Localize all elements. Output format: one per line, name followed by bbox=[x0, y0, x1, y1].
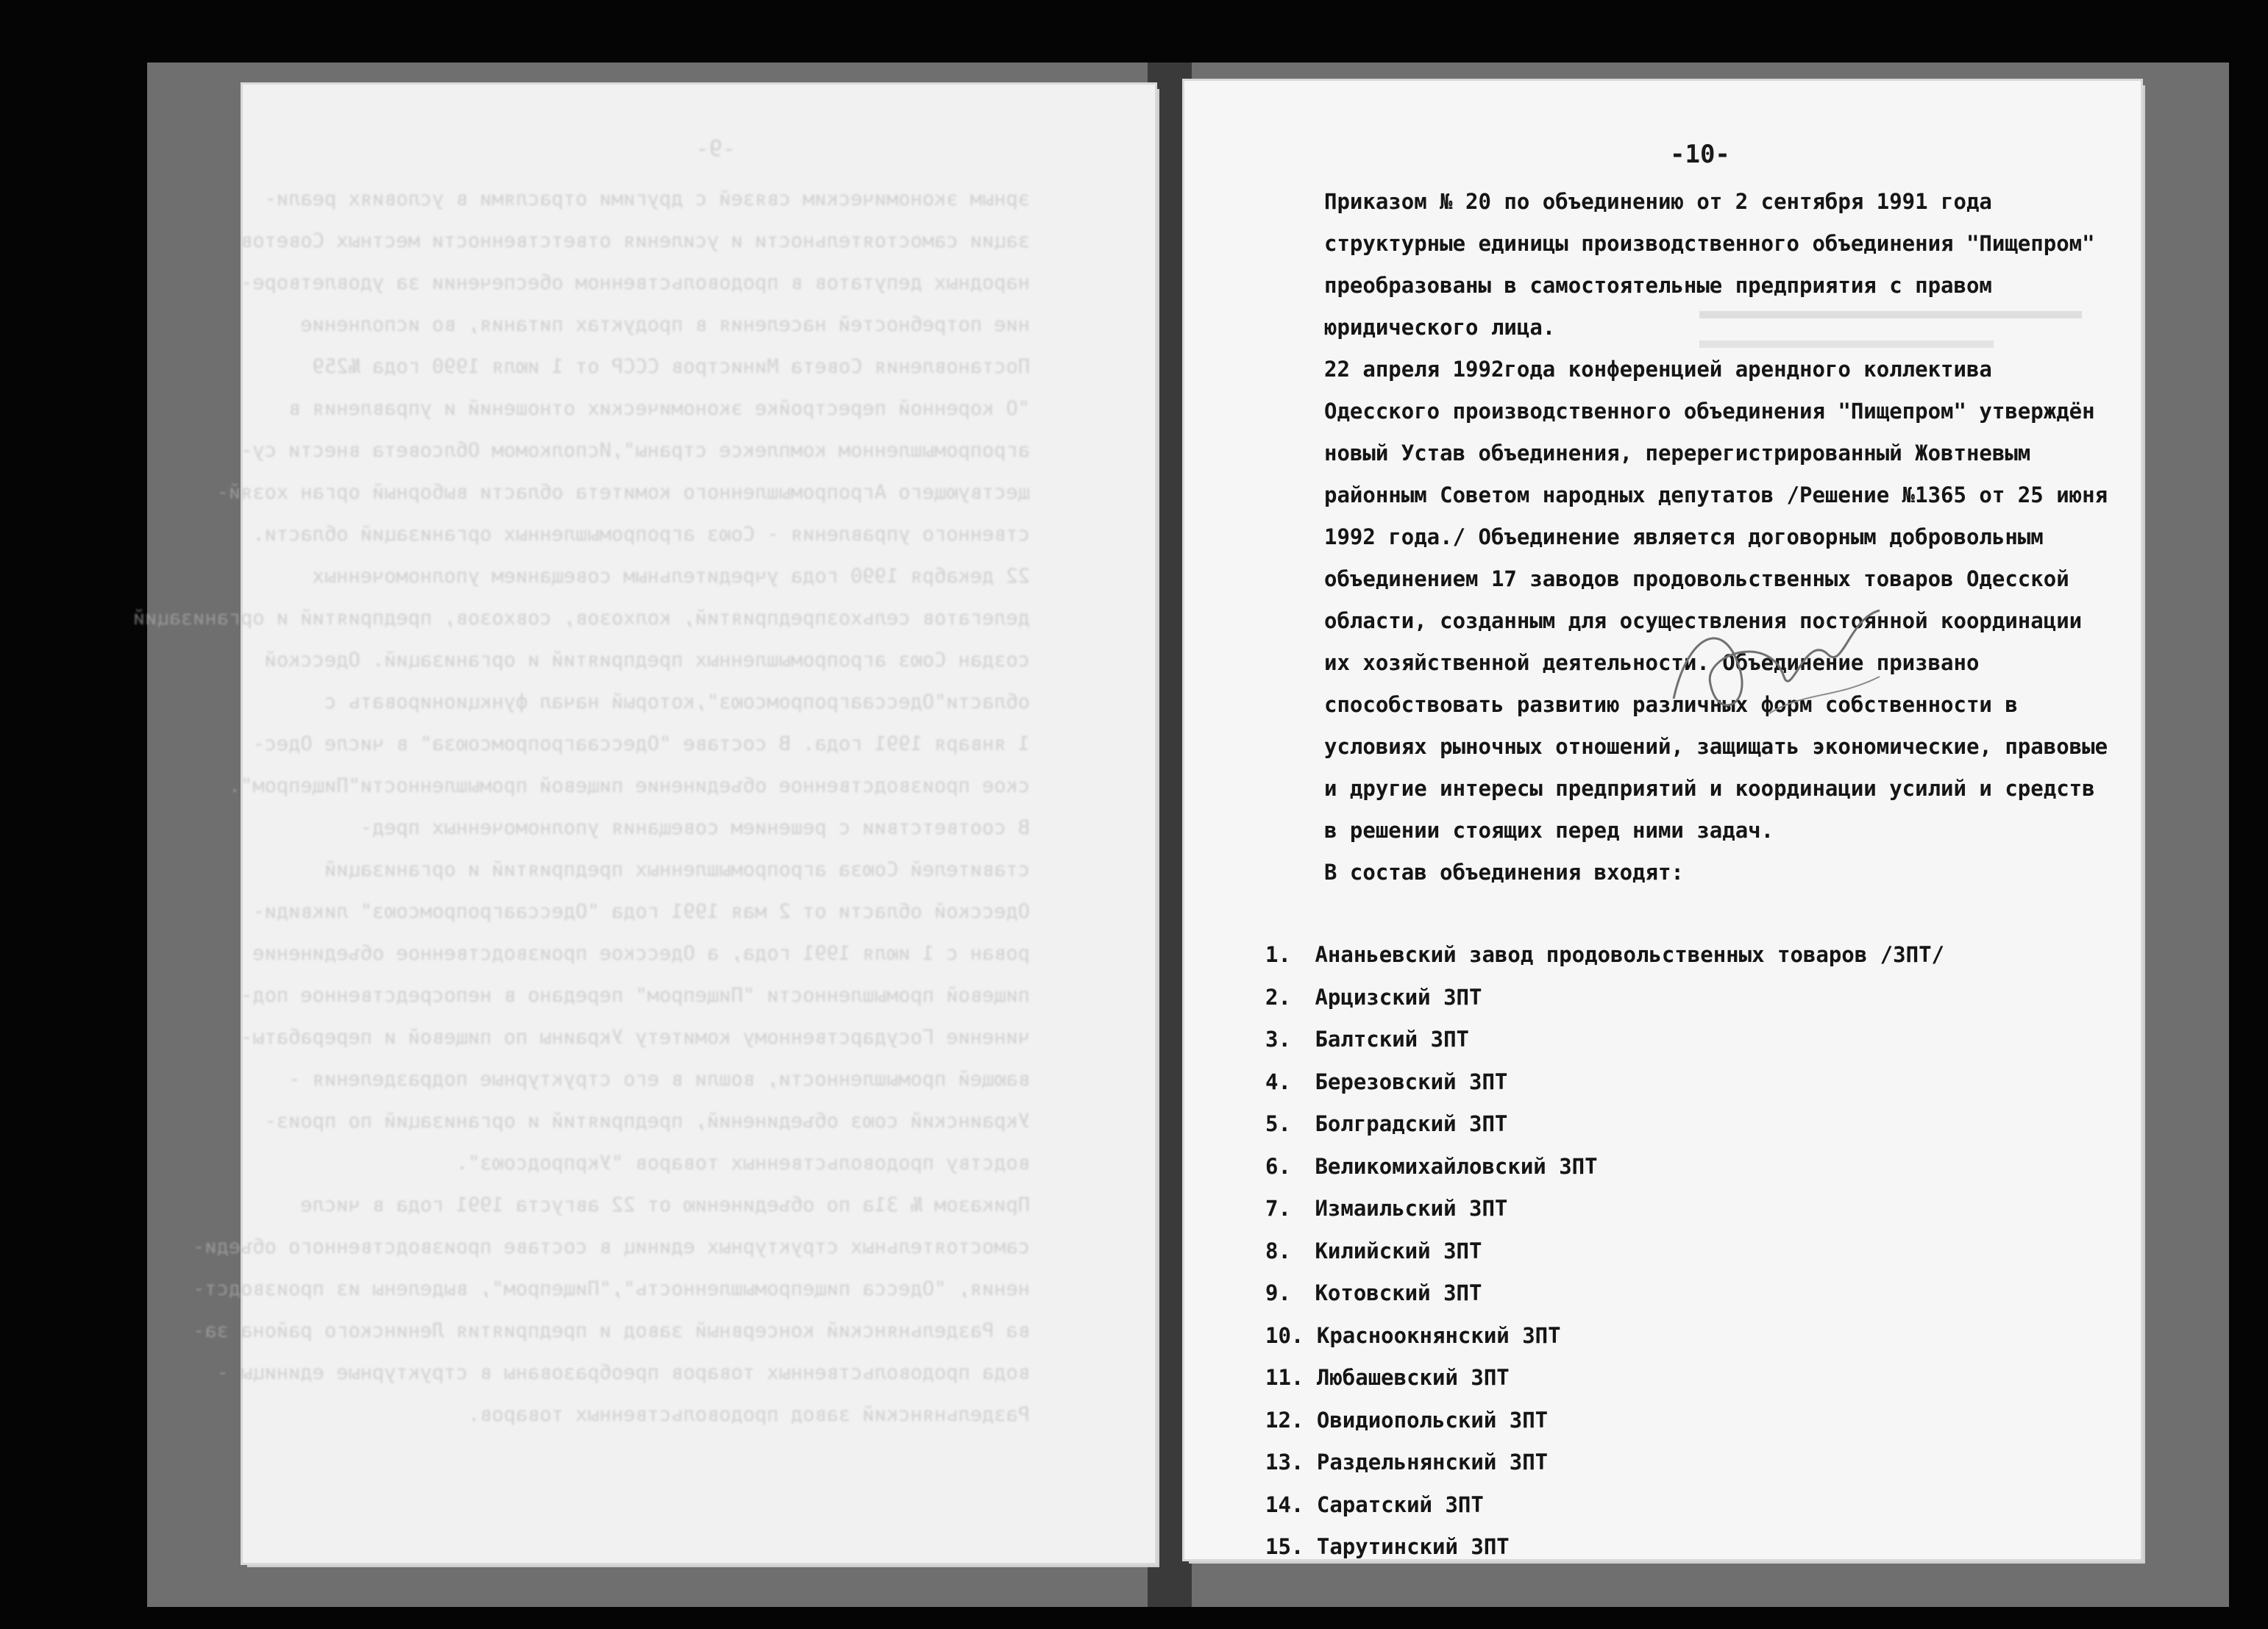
left-page-line: рован с 1 июля 1991 года, а Одесское производственное объединение bbox=[252, 942, 1030, 965]
paragraph-list-intro: В состав объединения входят: bbox=[1324, 860, 1684, 885]
list-item-text: Раздельнянский ЗПТ bbox=[1316, 1450, 1549, 1475]
plant-list bbox=[1265, 934, 2075, 1569]
list-item bbox=[1265, 1272, 2075, 1315]
list-item-text: Болградский ЗПТ bbox=[1315, 1111, 1508, 1136]
list-item-number: 14. bbox=[1265, 1491, 1304, 1517]
left-page-line: Постановления Совета Министров СССР от 1 июля 1990 года №259 bbox=[312, 355, 1030, 378]
left-page-line: области"Одессаагропромсоюз",который начал функционировать с bbox=[324, 691, 1030, 713]
left-page-bleedthrough bbox=[132, 85, 1155, 1563]
list-item-number: 15. bbox=[1265, 1534, 1304, 1559]
faint-stamp-mark bbox=[1685, 293, 2097, 374]
left-page-line: 22 декабря 1990 года учредительным совещанием уполномоченных bbox=[312, 565, 1030, 588]
left-page-line: ское производственное объединение пищевой промышленности"Пищепром". bbox=[228, 774, 1030, 797]
list-item-text: Балтский ЗПТ bbox=[1315, 1027, 1469, 1052]
left-page-line: нения, "Одесса пищепромышленность","Пищепром", выделены из производст- bbox=[193, 1277, 1030, 1300]
left-page-line: Украинский союз объединений, предприятий и организаций по произ- bbox=[264, 1110, 1030, 1133]
list-item bbox=[1265, 1103, 2075, 1146]
right-page-body bbox=[1265, 181, 2119, 894]
list-item bbox=[1265, 1230, 2075, 1273]
handwritten-signature bbox=[1659, 588, 1902, 743]
list-item bbox=[1265, 1484, 2075, 1527]
left-page-number: -9- bbox=[695, 136, 736, 162]
list-item-text: Килийский ЗПТ bbox=[1315, 1238, 1482, 1263]
paragraph-charter: 22 апреля 1992года конференцией арендного коллектива Одесского производственного объединения "Пищепром" утверждён новый Устав объединения, перерегистрированный Жовтневым районным Советом народных депутатов /Решение №1365 от 25 июня 1992 года./ Объединение является договорным добровольным объединением 17 заводов продовольственных товаров Одесской области, созданным для осуществления постоянной координации их хозяйственной деятельности. Объединение призвано способствовать развитию различных форм собственности в условиях рыночных отношений, защищать экономические, правовые и другие интересы предприятий и координации усилий и средств в решении стоящих перед ними задач. bbox=[1324, 357, 2108, 843]
list-item-number: 3. bbox=[1265, 1027, 1291, 1052]
list-item-text: Тарутинский ЗПТ bbox=[1316, 1534, 1510, 1559]
list-item bbox=[1265, 1061, 2075, 1104]
left-page-line: Приказом № 31а по объединению от 22 августа 1991 года в числе bbox=[300, 1194, 1030, 1216]
list-item-number: 9. bbox=[1265, 1280, 1291, 1305]
list-item bbox=[1265, 1146, 2075, 1188]
left-page-line: В соответствии с решением совещания уполномоченных пред- bbox=[360, 816, 1030, 839]
list-item-number: 7. bbox=[1265, 1196, 1291, 1221]
paragraph-order-20: Приказом № 20 по объединению от 2 сентября 1991 года структурные единицы производственного объединения "Пищепром" преобразованы в самостоятельные предприятия с правом юридического лица. bbox=[1324, 189, 2095, 340]
list-item-number: 10. bbox=[1265, 1322, 1304, 1348]
list-item-text: Котовский ЗПТ bbox=[1315, 1280, 1482, 1305]
list-item-text: Любашевский ЗПТ bbox=[1316, 1365, 1510, 1390]
list-item-text: Овидиопольский ЗПТ bbox=[1316, 1407, 1549, 1433]
list-item-text: Саратский ЗПТ bbox=[1316, 1491, 1484, 1517]
left-page-line: Раздельнянский завод продовольственных товаров. bbox=[467, 1403, 1030, 1426]
left-page-line: эрным экономическим связей с другими отраслями в условиях реали- bbox=[264, 188, 1030, 210]
list-item bbox=[1265, 1441, 2075, 1484]
list-item-number: 11. bbox=[1265, 1365, 1304, 1390]
left-page-line: ставителей Союза агропромышленных предприятий и организаций bbox=[324, 858, 1030, 881]
left-page-line: пищевой промышленности "Пищепром" передано в непосредственное под- bbox=[241, 984, 1030, 1007]
left-page-line: "О коренной перестройке экономических отношений и управления в bbox=[288, 397, 1030, 420]
left-page-line: агропромышленном комплексе страны",Исполкомом Облсовета внести су- bbox=[241, 439, 1030, 462]
list-item-text: Измаильский ЗПТ bbox=[1315, 1196, 1508, 1221]
list-item-text: Красноокнянский ЗПТ bbox=[1316, 1322, 1561, 1348]
list-item-number: 6. bbox=[1265, 1153, 1291, 1179]
left-page-line: водству продовольственных товаров "Укрпродсоюз". bbox=[455, 1152, 1030, 1174]
left-page-line: чинение Государственному комитету Украины по пищевой и перерабаты- bbox=[241, 1026, 1030, 1049]
list-item-number: 2. bbox=[1265, 984, 1291, 1010]
list-item-number: 12. bbox=[1265, 1407, 1304, 1433]
list-item-text: Березовский ЗПТ bbox=[1315, 1069, 1508, 1094]
list-item-number: 13. bbox=[1265, 1450, 1304, 1475]
left-page-line: вода продовольственных товаров преобразованы в структурные единицы - bbox=[216, 1361, 1030, 1384]
left-page-line: самостоятельных структурных единиц в составе производственного объеди- bbox=[193, 1236, 1030, 1258]
list-item-number: 4. bbox=[1265, 1069, 1291, 1094]
right-page bbox=[1184, 81, 2141, 1559]
left-page-line: народных депутатов в продовольственном обеспечении за удовлетворе- bbox=[241, 271, 1030, 294]
list-item bbox=[1265, 1526, 2075, 1569]
left-page-line: 1 января 1991 года. В составе "Одессаагропромсоюза" в числе Одес- bbox=[252, 732, 1030, 755]
left-page-line: ва Раздельнянский консервный завод и предприятия Ленинского района за- bbox=[193, 1319, 1030, 1342]
left-page-line: ственного управления - Союз агропромышленных организаций области. bbox=[252, 523, 1030, 546]
list-item-text: Арцизский ЗПТ bbox=[1315, 984, 1482, 1010]
list-item bbox=[1265, 1400, 2075, 1442]
list-item-number: 8. bbox=[1265, 1238, 1291, 1263]
left-page-line: ние потребностей населения в продуктах питания, во исполнение bbox=[300, 313, 1030, 336]
list-item-text: Ананьевский завод продовольственных товаров /ЗПТ/ bbox=[1315, 942, 1944, 967]
left-page-line: вающей промышленности, вошли в его структурные подразделения - bbox=[288, 1068, 1030, 1091]
left-page-line: зации самостоятельности и усиления ответственности местных Советов bbox=[241, 229, 1030, 252]
right-page-number: -10- bbox=[1670, 140, 1730, 169]
list-item bbox=[1265, 934, 2075, 977]
left-page bbox=[132, 85, 1155, 1563]
left-page-line: ществующего Агропромышленного комитета области выборный орган хозяй- bbox=[216, 481, 1030, 504]
list-item-number: 1. bbox=[1265, 942, 1291, 967]
list-item bbox=[1265, 1019, 2075, 1061]
list-item bbox=[1265, 1188, 2075, 1230]
list-item bbox=[1265, 1357, 2075, 1400]
list-item-number: 5. bbox=[1265, 1111, 1291, 1136]
left-page-line: создан Союз агропромышленных предприятий и организаций. Одесской bbox=[264, 649, 1030, 671]
list-item bbox=[1265, 1315, 2075, 1358]
list-item-text: Великомихайловский ЗПТ bbox=[1315, 1153, 1598, 1179]
list-item bbox=[1265, 977, 2075, 1019]
left-page-line: делегатов сельхозпредприятий, колхозов, совхозов, предприятий и организаций bbox=[132, 607, 1030, 630]
left-page-line: Одесской области от 2 мая 1991 года "Одессаагропромсоюз" ликвиди- bbox=[252, 900, 1030, 923]
